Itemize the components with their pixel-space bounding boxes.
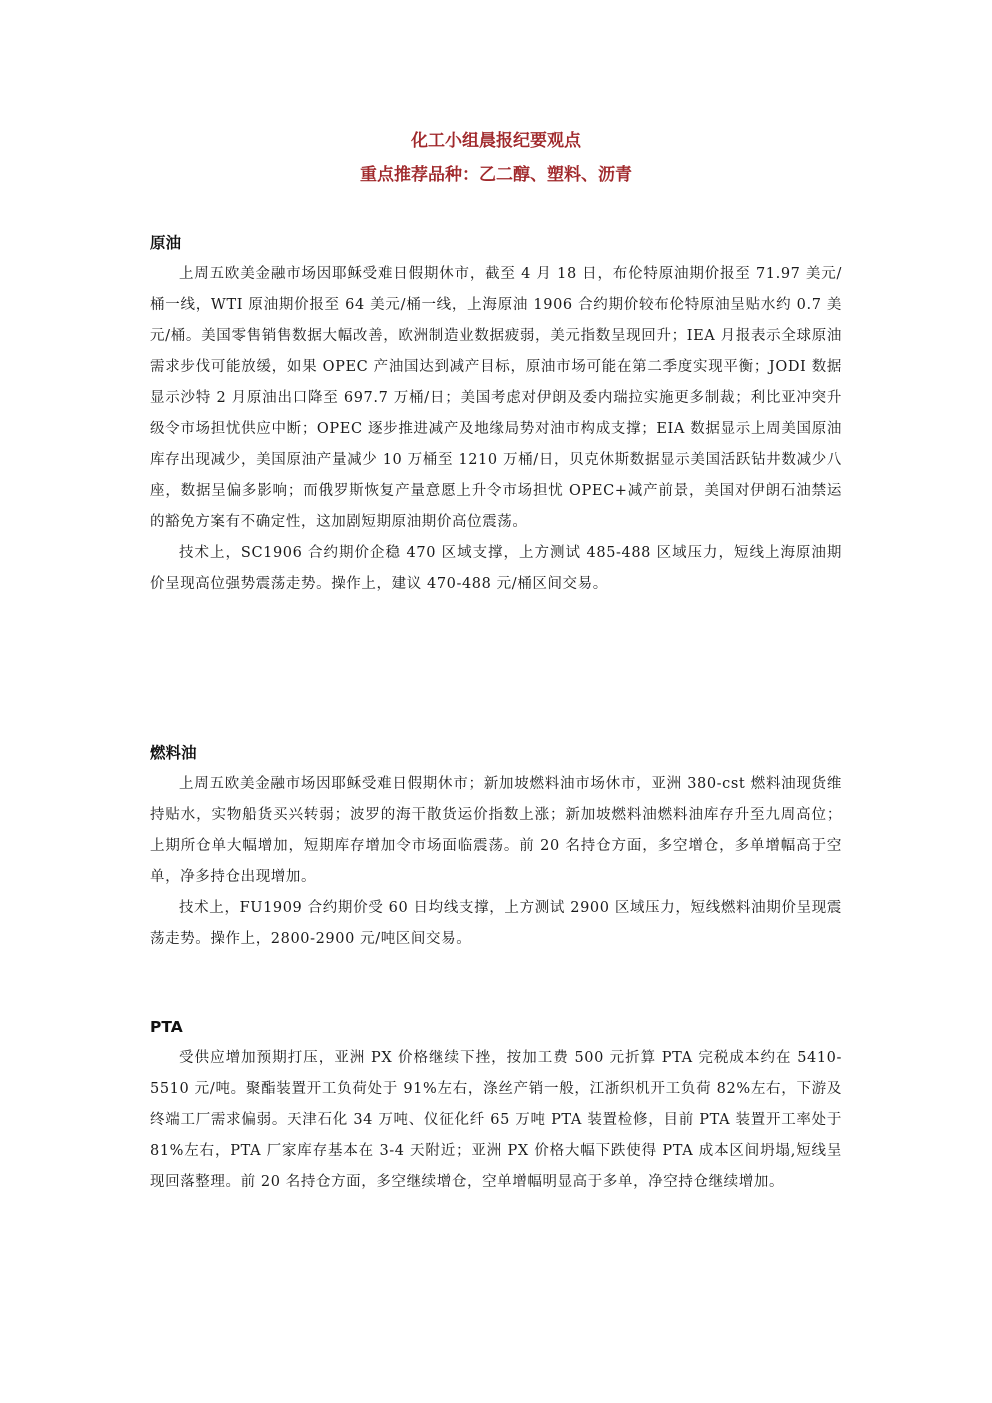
page-title: 化工小组晨报纪要观点 <box>411 131 581 151</box>
section-heading-crude-oil: 原油 <box>150 234 182 252</box>
section-heading-fuel-oil: 燃料油 <box>150 744 197 762</box>
paragraph: 上周五欧美金融市场因耶稣受难日假期休市，截至 4 月 18 日，布伦特原油期价报至 71.97 美元/桶一线，WTI 原油期价报至 64 美元/桶一线，上海原油 1906 合约期价较布伦特原油呈贴水约 0.7 美元/桶。美国零售销售数据大幅改善，欧洲制造业数据疲弱，美元指数呈现回升；IEA 月报表示全球原油需求步伐可能放缓，如果 OPEC 产油国达到减产目标，原油市场可能在第二季度实现平衡；JODI 数据显示沙特 2 月原油出口降至 697.7 万桶/日；美国考虑对伊朗及委内瑞拉实施更多制裁；利比亚冲突升级令市场担忧供应中断；OPEC 逐步推进减产及地缘局势对油市构成支撑；EIA 数据显示上周美国原油库存出现减少，美国原油产量减少 10 万桶至 1210 万桶/日，贝克休斯数据显示美国活跃钻井数减少八座，数据呈偏多影响；而俄罗斯恢复产量意愿上升令市场担忧 OPEC+减产前景，美国对伊朗石油禁运的豁免方案有不确定性，这加剧短期原油期价高位震荡。 <box>150 266 842 530</box>
document-page <box>150 0 842 1190</box>
paragraph: 技术上，SC1906 合约期价企稳 470 区域支撑，上方测试 485-488 区域压力，短线上海原油期价呈现高位强势震荡走势。操作上，建议 470-488 元/桶区间交易。 <box>150 545 842 592</box>
section-heading-pta: PTA <box>150 1018 183 1036</box>
section-crude-oil <box>150 228 842 600</box>
paragraph: 受供应增加预期打压，亚洲 PX 价格继续下挫，按加工费 500 元折算 PTA 完税成本约在 5410-5510 元/吨。聚酯装置开工负荷处于 91%左右，涤丝产销一般，江浙织机开工负荷 82%左右，下游及终端工厂需求偏弱。天津石化 34 万吨、仪征化纤 65 万吨 PTA 装置检修，目前 PTA 装置开工率处于 81%左右，PTA 厂家库存基本在 3-4 天附近；亚洲 PX 价格大幅下跌使得 PTA 成本区间坍塌,短线呈现回落整理。前 20 名持仓方面，多空继续增仓，空单增幅明显高于多单，净空持仓继续增加。 <box>150 1050 842 1190</box>
section-fuel-oil <box>150 738 842 955</box>
page-subtitle: 重点推荐品种：乙二醇、塑料、沥青 <box>360 165 632 185</box>
paragraph: 上周五欧美金融市场因耶稣受难日假期休市；新加坡燃料油市场休市，亚洲 380-cst 燃料油现货维持贴水，实物船货买兴转弱；波罗的海干散货运价指数上涨；新加坡燃料油燃料油库存升至九周高位；上期所仓单大幅增加，短期库存增加令市场面临震荡。前 20 名持仓方面，多空增仓，多单增幅高于空单，净多持仓出现增加。 <box>150 776 842 885</box>
paragraph: 技术上，FU1909 合约期价受 60 日均线支撑，上方测试 2900 区域压力，短线燃料油期价呈现震荡走势。操作上，2800-2900 元/吨区间交易。 <box>150 900 842 947</box>
section-pta <box>150 1012 842 1198</box>
